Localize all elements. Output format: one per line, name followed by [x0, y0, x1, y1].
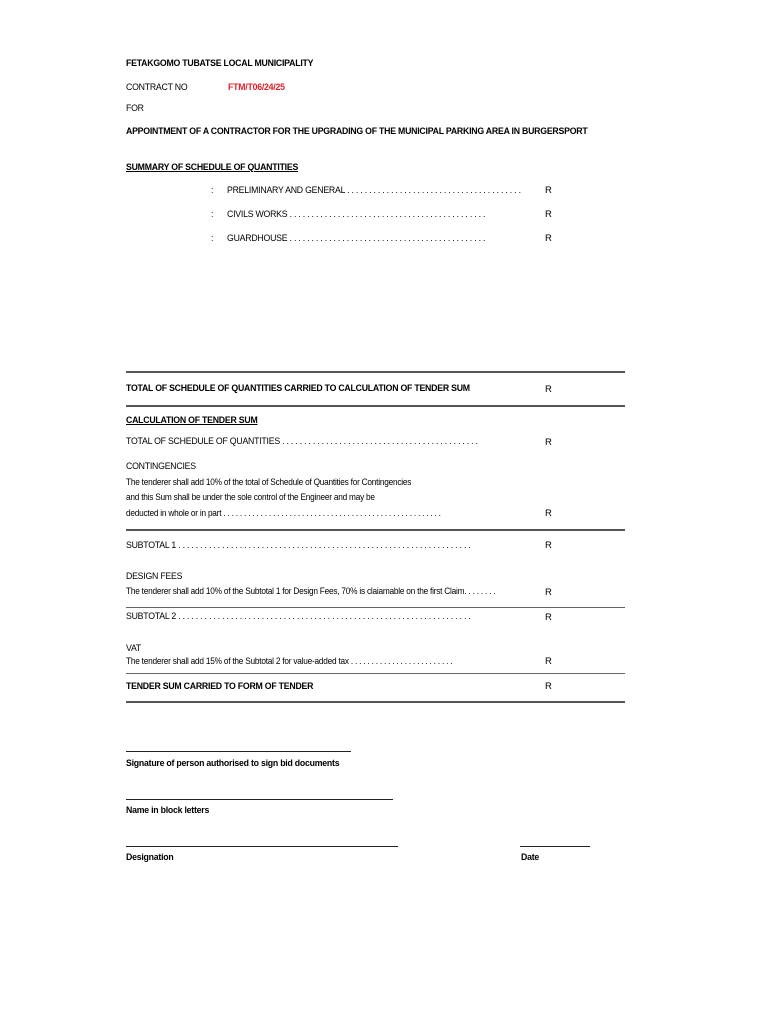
name-line [126, 799, 393, 800]
appointment-title: APPOINTMENT OF A CONTRACTOR FOR THE UPGRADING OF THE MUNICIPAL PARKING AREA IN BURGERSPORT [126, 126, 588, 137]
vat-heading: VAT [126, 643, 142, 654]
signature-label: Signature of person authorised to sign bid documents [126, 758, 340, 769]
subtotal-1: SUBTOTAL 1 . . . . . . . . . . . . . . . . . . . . . . . . . . . . . . . . . . . . . . . . . . . . . . . . . . . . . . . . . . . . . . . . . . . [126, 540, 471, 551]
tender-sum: TENDER SUM CARRIED TO FORM OF TENDER [126, 681, 314, 692]
subtotal-2-rand: R [545, 612, 552, 623]
tender-sum-rand: R [545, 681, 552, 692]
design-fees-heading: DESIGN FEES [126, 571, 183, 582]
calculation-heading: CALCULATION OF TENDER SUM [126, 415, 258, 426]
divider [126, 673, 625, 674]
contingencies-rand: R [545, 508, 552, 519]
summary-item-guardhouse: GUARDHOUSE . . . . . . . . . . . . . . . . . . . . . . . . . . . . . . . . . . . . . . . . . . . . . [227, 233, 486, 244]
divider [126, 701, 625, 703]
total-soq-carried: TOTAL OF SCHEDULE OF QUANTITIES CARRIED TO CALCULATION OF TENDER SUM [126, 383, 470, 394]
contingencies-text: The tenderer shall add 10% of the total of Schedule of Quantities for Contingencies [126, 477, 412, 487]
for-label: FOR [126, 103, 144, 114]
divider [126, 529, 625, 531]
summary-item-rand: R [545, 209, 552, 220]
subtotal-2: SUBTOTAL 2 . . . . . . . . . . . . . . . . . . . . . . . . . . . . . . . . . . . . . . . . . . . . . . . . . . . . . . . . . . . . . . . . . . . [126, 611, 471, 622]
total-soq-rand: R [545, 384, 552, 395]
divider [126, 405, 625, 407]
municipality-title: FETAKGOMO TUBATSE LOCAL MUNICIPALITY [126, 58, 314, 69]
design-fees-text: The tenderer shall add 10% of the Subtotal 1 for Design Fees, 70% is claiamable on the first Claim. . . . . . . . [126, 586, 496, 596]
signature-line [126, 751, 351, 752]
vat-rand: R [545, 656, 552, 667]
designation-label: Designation [126, 852, 174, 863]
summary-item-colon: : [211, 185, 214, 196]
divider [126, 607, 625, 608]
date-label: Date [521, 852, 540, 863]
subtotal-1-rand: R [545, 540, 552, 551]
divider [126, 371, 625, 373]
contingencies-text: and this Sum shall be under the sole control of the Engineer and may be [126, 492, 375, 502]
contract-label: CONTRACT NO [126, 82, 188, 93]
summary-item-rand: R [545, 233, 552, 244]
summary-item-colon: : [211, 233, 214, 244]
design-fees-rand: R [545, 587, 552, 598]
name-label: Name in block letters [126, 805, 210, 816]
summary-heading: SUMMARY OF SCHEDULE OF QUANTITIES [126, 162, 299, 173]
summary-item-civils: CIVILS WORKS . . . . . . . . . . . . . . . . . . . . . . . . . . . . . . . . . . . . . . . . . . . . . [227, 209, 486, 220]
summary-item-preliminary: PRELIMINARY AND GENERAL . . . . . . . . . . . . . . . . . . . . . . . . . . . . . . . . . . . . . . . . [227, 185, 521, 196]
contract-number: FTM/T06/24/25 [228, 82, 285, 93]
date-line [520, 846, 590, 847]
calc-total-soq-rand: R [545, 437, 552, 448]
summary-item-rand: R [545, 185, 552, 196]
summary-item-colon: : [211, 209, 214, 220]
contingencies-heading: CONTINGENCIES [126, 461, 196, 472]
calc-total-soq: TOTAL OF SCHEDULE OF QUANTITIES . . . . . . . . . . . . . . . . . . . . . . . . . . . . . . . . . . . . . . . . . . . . . [126, 436, 478, 447]
contingencies-text: deducted in whole or in part . . . . . . . . . . . . . . . . . . . . . . . . . . . . . . . . . . . . . . . . . . . . . . . . . . . . . [126, 508, 441, 518]
designation-line [126, 846, 398, 847]
vat-text: The tenderer shall add 15% of the Subtotal 2 for value-added tax . . . . . . . . . . . . . . . . . . . . . . . . . [126, 656, 453, 666]
